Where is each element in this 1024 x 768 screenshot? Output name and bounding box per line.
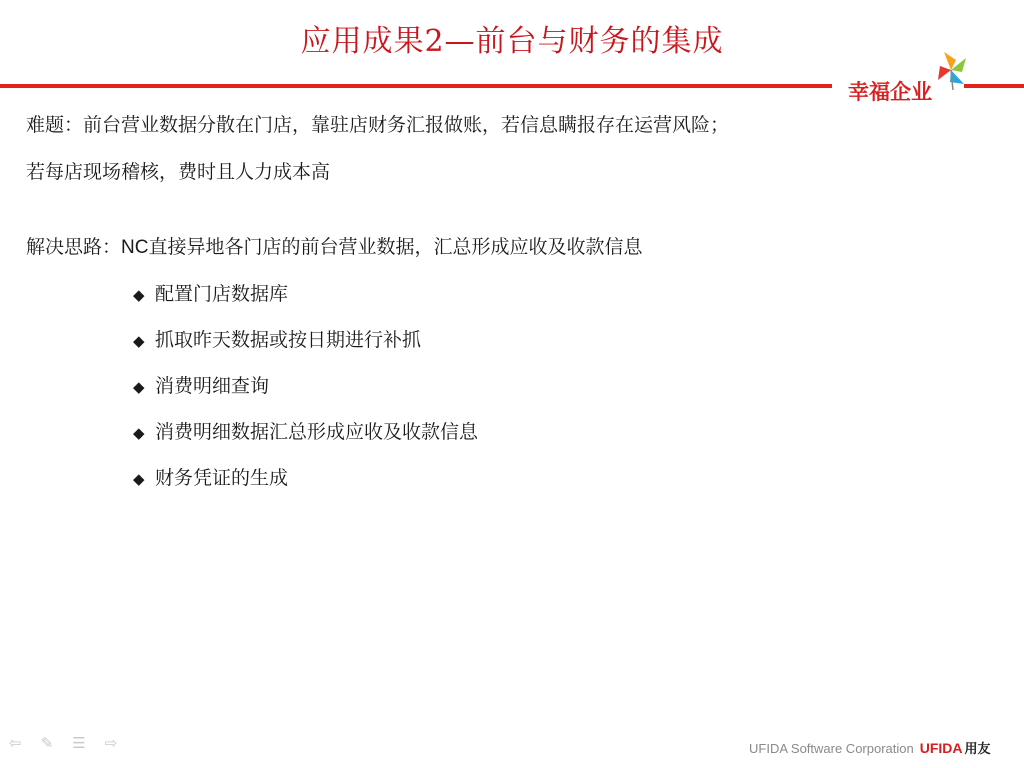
bullet-item-3 [133, 374, 269, 399]
solution-rest: 直接异地各门店的前台营业数据，汇总形成应收及收款信息 [148, 236, 643, 258]
brand-logo [848, 72, 958, 104]
bullet-text: 消费明细查询 [155, 375, 270, 397]
header-rule-right [964, 84, 1024, 88]
problem-line-2: 若每店现场稽核，费时且人力成本高 [26, 161, 331, 183]
bullet-text: 财务凭证的生成 [155, 467, 289, 489]
diamond-bullet-icon: ◆ [133, 286, 145, 304]
bullet-text: 配置门店数据库 [155, 283, 289, 305]
solution-line [26, 235, 642, 260]
forward-arrow-icon[interactable]: ⇨ [104, 734, 118, 752]
menu-icon[interactable]: ☰ [72, 734, 86, 752]
problem-line-1: 难题：前台营业数据分散在门店，靠驻店财务汇报做账，若信息瞒报存在运营风险； [26, 114, 730, 136]
bullet-text: 消费明细数据汇总形成应收及收款信息 [155, 421, 479, 443]
solution-prefix: 解决思路： [26, 236, 122, 258]
footer-logo-cn: 用友 [964, 741, 991, 756]
slideshow-nav [6, 736, 120, 750]
bullet-item-4 [133, 420, 478, 445]
footer [749, 738, 991, 757]
pen-icon[interactable]: ✎ [40, 734, 54, 752]
bullet-item-2 [133, 328, 421, 353]
footer-company: UFIDA Software Corporation [749, 741, 914, 756]
diamond-bullet-icon: ◆ [133, 378, 145, 396]
bullet-item-1 [133, 282, 288, 307]
pinwheel-icon [934, 50, 968, 90]
header-rule-left [0, 84, 832, 88]
diamond-bullet-icon: ◆ [133, 332, 145, 350]
bullet-text: 抓取昨天数据或按日期进行补抓 [155, 329, 422, 351]
slide-title: 应用成果2—前台与财务的集成 [300, 24, 724, 59]
bullet-item-5 [133, 466, 288, 491]
footer-logo-text: UFIDA [919, 740, 963, 756]
diamond-bullet-icon: ◆ [133, 470, 145, 488]
brand-text: 幸福企业 [848, 80, 932, 104]
back-arrow-icon[interactable]: ⇦ [8, 734, 22, 752]
solution-nc: NC [121, 237, 149, 258]
diamond-bullet-icon: ◆ [133, 424, 145, 442]
